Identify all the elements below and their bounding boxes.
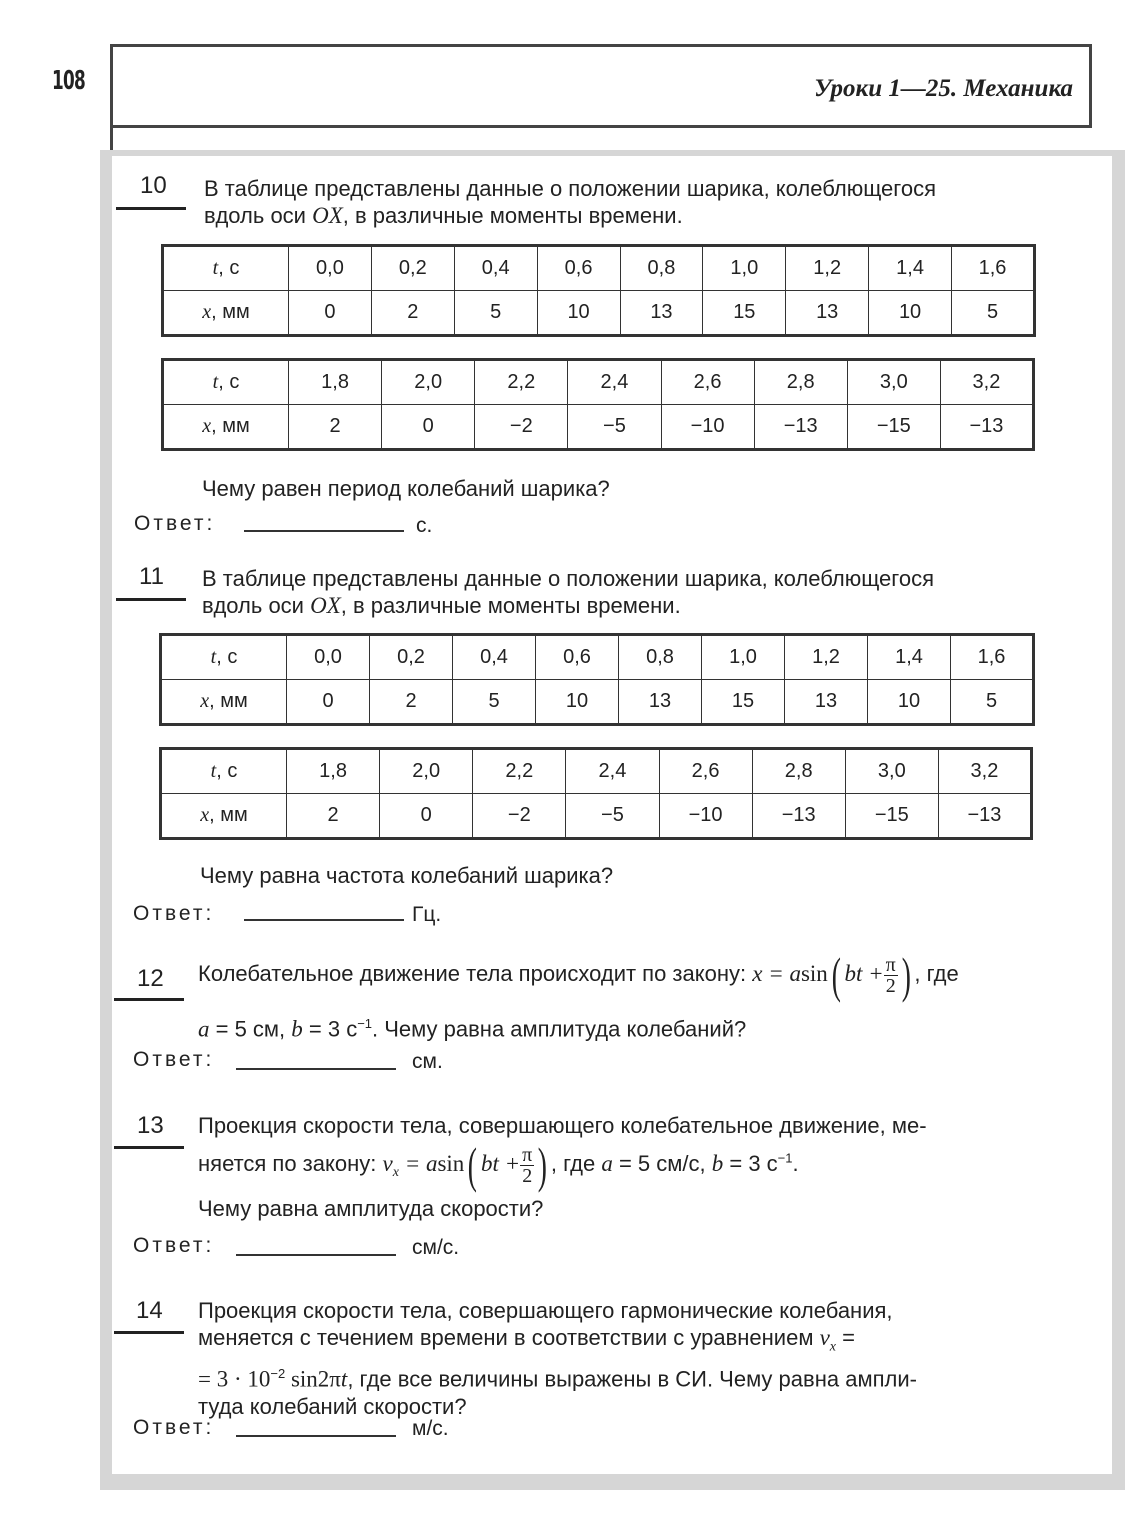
table-cell: −2 (473, 794, 566, 839)
table-cell: −15 (845, 794, 938, 839)
table-cell: 10 (869, 291, 952, 336)
header-divider (110, 126, 113, 152)
row-header-x: x, мм (161, 680, 287, 725)
q14-answer-unit: м/с. (412, 1417, 449, 1440)
q10-answer-label: Ответ: (134, 512, 216, 535)
q10-row-t1 (163, 246, 1035, 291)
table-cell: 0,8 (619, 635, 702, 680)
row-header-t: t, с (161, 749, 287, 794)
q10-question: Чему равен период колебаний шарика? (202, 476, 610, 501)
table-cell: −13 (938, 794, 1031, 839)
question-10-number: 10 (140, 172, 167, 199)
row-header-x: x, мм (161, 794, 287, 839)
question-10-text (204, 175, 1074, 229)
table-cell: 0 (287, 680, 370, 725)
table-cell: 2,2 (475, 360, 568, 405)
q11-line2: вдоль оси OX, в различные моменты времени. (202, 593, 681, 618)
table-cell: 1,0 (702, 635, 785, 680)
table-cell: 2,6 (659, 749, 752, 794)
table-cell: −10 (661, 405, 754, 450)
table-cell: 1,0 (703, 246, 786, 291)
table-cell: 2,8 (752, 749, 845, 794)
table-cell: 0,6 (537, 246, 620, 291)
q11-line1: В таблице представлены данные о положении шарика, колеблющегося (202, 566, 934, 591)
q14-line1: Проекция скорости тела, совершающего гармонические колебания, (198, 1298, 893, 1323)
q14-line2: меняется с течением времени в соответствии с уравнением $v_x$ = (198, 1325, 855, 1355)
table-cell: 5 (453, 680, 536, 725)
question-13-marker (114, 1146, 184, 1149)
q14-line3: = $3 \cdot 10^{-2}$ sin2πt, где все величины выражены в СИ. Чему равна ампли- (198, 1366, 917, 1392)
q10-line2: вдоль оси OX, в различные моменты времени. (204, 203, 683, 228)
table-cell: −10 (659, 794, 752, 839)
table-cell: 1,4 (868, 635, 951, 680)
question-14-marker (114, 1331, 184, 1334)
question-12-number: 12 (137, 965, 164, 992)
q13-answer-label: Ответ: (133, 1234, 215, 1257)
q14-line4: туда колебаний скорости? (198, 1393, 467, 1419)
table-cell: 5 (951, 680, 1034, 725)
header-title: Уроки 1—25. Механика (814, 75, 1073, 102)
question-12-line2: a = 5 см, b = 3 $с^{-1}$. Чему равна амплитуда колебаний? (198, 1016, 747, 1042)
question-14-number: 14 (136, 1297, 163, 1324)
q11-row-x2 (161, 794, 1032, 839)
table-cell: 0,6 (536, 635, 619, 680)
table-cell: 2,8 (754, 360, 847, 405)
table-cell: 0,8 (620, 246, 703, 291)
table-cell: 13 (786, 291, 869, 336)
question-13-line1: Проекция скорости тела, совершающего колебательное движение, ме- (198, 1113, 927, 1138)
table-cell: 1,2 (785, 635, 868, 680)
table-cell: 1,8 (287, 749, 380, 794)
table-cell: 2 (370, 680, 453, 725)
table-cell: 15 (702, 680, 785, 725)
table-cell: 13 (785, 680, 868, 725)
table-cell: 2,2 (473, 749, 566, 794)
table-cell: 10 (868, 680, 951, 725)
running-header (110, 44, 1092, 128)
table-cell: 0,2 (371, 246, 454, 291)
q10-row-x1 (163, 291, 1035, 336)
q11-row-t2 (161, 749, 1032, 794)
table-cell: 2,0 (382, 360, 475, 405)
table-cell: 0,0 (287, 635, 370, 680)
table-cell: 13 (619, 680, 702, 725)
table-cell: 2 (371, 291, 454, 336)
table-cell: 0 (382, 405, 475, 450)
q14-answer-field[interactable] (236, 1435, 396, 1437)
q11-table-part2 (159, 747, 1033, 840)
q13-answer-field[interactable] (236, 1254, 396, 1256)
q10-answer-field[interactable] (244, 530, 404, 532)
q10-answer-unit: с. (416, 514, 433, 537)
table-cell: 2,4 (566, 749, 659, 794)
table-cell: 1,4 (869, 246, 952, 291)
q11-row-x1 (161, 680, 1034, 725)
page-number: 108 (52, 66, 85, 96)
table-cell: 0,2 (370, 635, 453, 680)
table-cell: −15 (847, 405, 940, 450)
question-11-marker (116, 598, 186, 601)
table-cell: 5 (952, 291, 1035, 336)
table-cell: 2,0 (380, 749, 473, 794)
row-header-t: t, с (163, 360, 289, 405)
table-cell: 15 (703, 291, 786, 336)
table-cell: 2 (289, 405, 382, 450)
q11-answer-unit: Гц. (412, 903, 442, 926)
q11-question: Чему равна частота колебаний шарика? (200, 863, 614, 888)
row-header-x: x, мм (163, 405, 289, 450)
q10-table-part2 (161, 358, 1035, 451)
table-cell: 0,0 (289, 246, 372, 291)
table-cell: 0,4 (453, 635, 536, 680)
table-cell: 10 (537, 291, 620, 336)
q10-row-t2 (163, 360, 1034, 405)
row-header-t: t, с (161, 635, 287, 680)
table-cell: −2 (475, 405, 568, 450)
table-cell: 0,4 (454, 246, 537, 291)
table-cell: 0 (289, 291, 372, 336)
q11-row-t1 (161, 635, 1034, 680)
table-cell: 3,2 (938, 749, 1031, 794)
table-cell: 3,0 (845, 749, 938, 794)
q12-answer-unit: см. (412, 1050, 443, 1073)
row-header-t: t, с (163, 246, 289, 291)
question-13-line2: няется по закону: $v_x = asin$( bt + $\frac{\pi}{2}$ ) , где a = 5 см/с, b = 3 $с^{-1}$. (198, 1137, 799, 1193)
q11-answer-field[interactable] (244, 919, 404, 921)
question-11-text (202, 565, 1072, 619)
q10-line1: В таблице представлены данные о положении шарика, колеблющегося (204, 176, 936, 201)
q13-answer-unit: см/с. (412, 1236, 460, 1259)
pi-over-2-fraction: $\frac{\pi}{2}$ (522, 1143, 533, 1187)
row-header-x: x, мм (163, 291, 289, 336)
question-12-marker (114, 998, 184, 1001)
table-cell: 2,4 (568, 360, 661, 405)
table-cell: 2 (287, 794, 380, 839)
q14-answer-label: Ответ: (133, 1416, 215, 1439)
q12-answer-label: Ответ: (133, 1048, 215, 1071)
table-cell: 2,6 (661, 360, 754, 405)
q10-row-x2 (163, 405, 1034, 450)
table-cell: −13 (940, 405, 1033, 450)
question-13-line3: Чему равна амплитуда скорости? (198, 1196, 544, 1221)
table-cell: 3,0 (847, 360, 940, 405)
q11-table-part1 (159, 633, 1035, 726)
table-cell: 1,6 (952, 246, 1035, 291)
question-11-number: 11 (139, 563, 164, 590)
q12-answer-field[interactable] (236, 1068, 396, 1070)
question-12-line1: Колебательное движение тела происходит по закону: x = asin( bt + $\frac{\pi}{2}$ ) , где (198, 947, 959, 1003)
pi-over-2-fraction: $\frac{\pi}{2}$ (885, 953, 896, 997)
table-cell: 1,6 (951, 635, 1034, 680)
question-14-text (198, 1297, 1078, 1420)
table-cell: −5 (568, 405, 661, 450)
q10-table-part1 (161, 244, 1036, 337)
question-10-marker (116, 207, 186, 210)
table-cell: 10 (536, 680, 619, 725)
table-cell: 3,2 (940, 360, 1033, 405)
question-13-number: 13 (137, 1112, 164, 1139)
table-cell: 1,2 (786, 246, 869, 291)
q11-answer-label: Ответ: (133, 902, 215, 925)
table-cell: −5 (566, 794, 659, 839)
table-cell: 13 (620, 291, 703, 336)
table-cell: 0 (380, 794, 473, 839)
table-cell: 5 (454, 291, 537, 336)
table-cell: −13 (752, 794, 845, 839)
table-cell: −13 (754, 405, 847, 450)
table-cell: 1,8 (289, 360, 382, 405)
